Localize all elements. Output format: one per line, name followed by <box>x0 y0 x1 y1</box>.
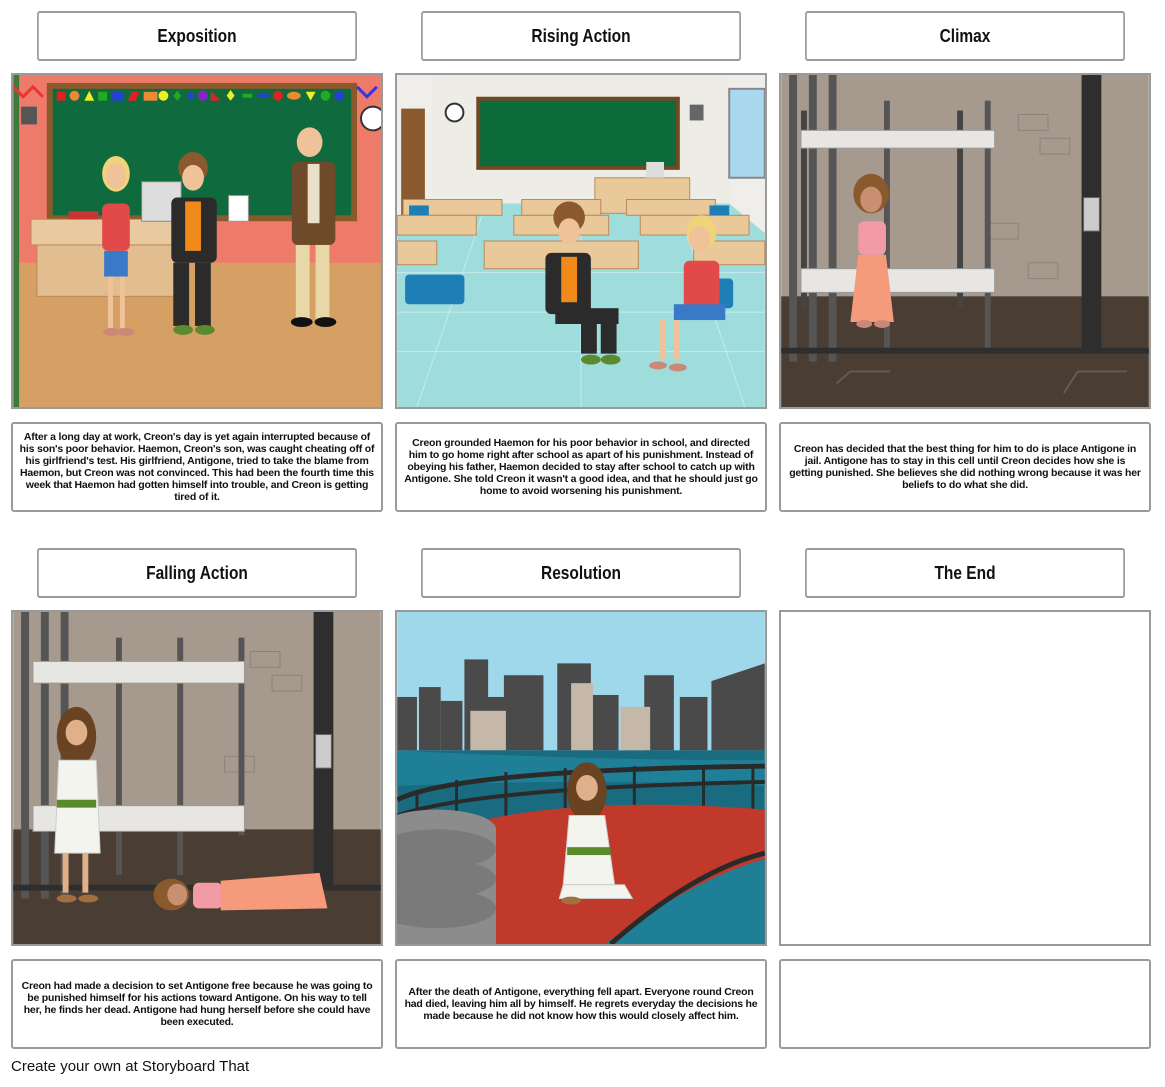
cell-5-title: Resolution <box>421 548 741 598</box>
cell-6-scene-image <box>779 610 1151 946</box>
cell-2-title: Rising Action <box>421 11 741 61</box>
cell-6-title: The End <box>805 548 1125 598</box>
cell-3-title: Climax <box>805 11 1125 61</box>
cell-1-scene-image <box>11 73 383 409</box>
cell-5-caption: After the death of Antigone, everything fell apart. Everyone round Creon had died, leaving him all by himself. He regrets everyday the decisions he made because he did not know how this would closely affect him. <box>395 959 767 1049</box>
cell-2-scene-image <box>395 73 767 409</box>
cell-3-scene-image <box>779 73 1151 409</box>
cell-4-title: Falling Action <box>37 548 357 598</box>
cell-1-caption: After a long day at work, Creon's day is yet again interrupted because of his son's poor behavior. Haemon, Creon's son, was caught cheating off of his girlfriend's test. His girlfriend, Antigone, tried to take the blame from Haemon, but Creon was not convinced. This had been the fourth time this week that Haemon had gotten himself into trouble, and Creon is getting tired of it. <box>11 422 383 512</box>
cell-5-scene-image <box>395 610 767 946</box>
cell-3-caption: Creon has decided that the best thing for him to do is place Antigone in jail. Antigone has to stay in this cell until Creon decides how she is getting punished. She believes she did nothing wrong because it was her beliefs to do what she did. <box>779 422 1151 512</box>
cell-4-caption: Creon had made a decision to set Antigone free because he was going to be punished himself for his actions toward Antigone. On his way to tell her, he finds her dead. Antigone had hung herself before she could have been executed. <box>11 959 383 1049</box>
cell-4-scene-image <box>11 610 383 946</box>
footer-link[interactable]: Create your own at Storyboard That <box>11 1058 250 1075</box>
cell-2-caption: Creon grounded Haemon for his poor behavior in school, and directed him to go home right after school as apart of his punishment. Instead of obeying his father, Haemon decided to stay after school to catch up with Antigone. She told Creon it wasn't a good idea, and that he should just go home to avoid worsening his punishment. <box>395 422 767 512</box>
cell-6-caption <box>779 959 1151 1049</box>
cell-1-title: Exposition <box>37 11 357 61</box>
